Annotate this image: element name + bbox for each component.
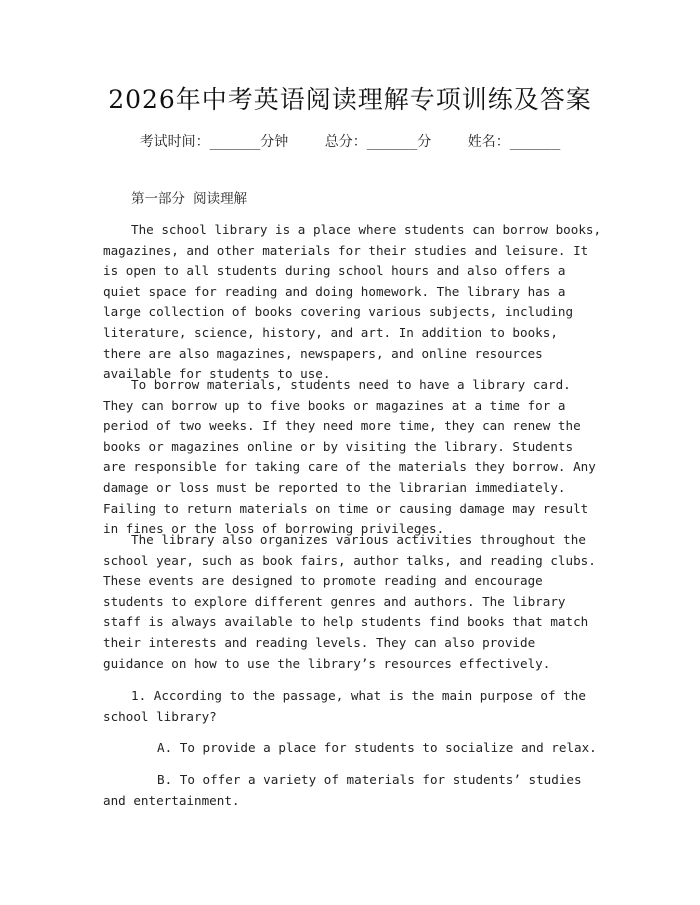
passage-paragraph-1: The school library is a place where students can borrow books, magazines, and other materials for their studies and leisure. It is open to all students during school hours and also offers a quiet space for reading and doing homework. The library has a large collection of books covering various subjects, including literature, science, history, and art. In addition to books, there are also magazines, newspapers, and online resources available for students to use. <box>103 222 602 382</box>
exam-time: 考试时间：______分钟 <box>139 134 289 150</box>
exam-score: 总分：______分 <box>324 134 432 150</box>
section-title: 第一部分 阅读理解 <box>131 191 248 207</box>
question-1: 1. According to the passage, what is the main purpose of the school library? <box>103 688 586 724</box>
question-1-option-a: A. To provide a place for students to socialize and relax. <box>157 740 597 755</box>
exam-meta <box>0 131 700 151</box>
passage-paragraph-2: To borrow materials, students need to have a library card. They can borrow up to five books or magazines at a time for a period of two weeks. If they need more time, they can renew the books or magazines online or by visiting the library. Students are responsible for taking care of the materials they borrow. Any damage or loss must be reported to the librarian immediately. Failing to return materials on time or causing damage may result in fines or the loss of borrowing privileges. <box>103 377 596 537</box>
student-name: 姓名：______ <box>467 134 561 150</box>
question-1-option-b: B. To offer a variety of materials for students’ studies and entertainment. <box>103 772 582 808</box>
document-title: 2026年中考英语阅读理解专项训练及答案 <box>108 85 592 114</box>
passage-paragraph-3: The library also organizes various activities throughout the school year, such as book fairs, author talks, and reading clubs. These events are designed to promote reading and encourage students to explore different genres and authors. The library staff is always available to help students find books that match their interests and reading levels. They can also provide guidance on how to use the library’s resources effectively. <box>103 532 596 671</box>
